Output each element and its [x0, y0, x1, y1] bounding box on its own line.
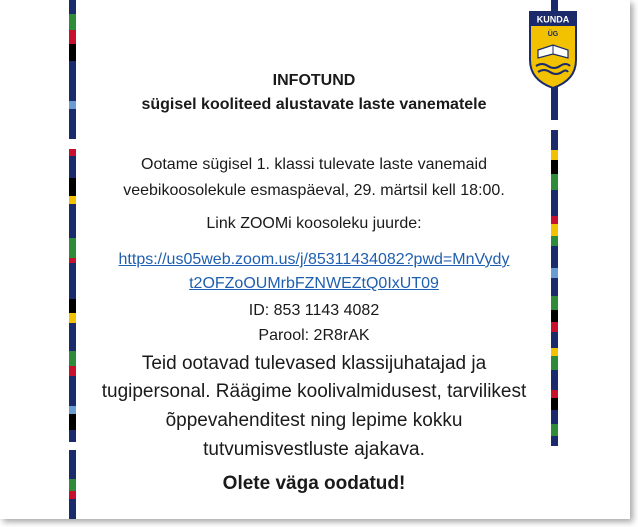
- body-line-2: tugipersonal. Räägime koolivalmidusest, tarvilikest: [101, 381, 527, 402]
- stripe-segment: [69, 499, 76, 519]
- stripe-segment: [69, 450, 76, 480]
- stripe-segment: [69, 0, 76, 14]
- stripe-segment: [69, 313, 76, 323]
- zoom-link-line-2[interactable]: [78, 273, 550, 295]
- stripe-segment: [551, 190, 558, 216]
- stripe-segment: [69, 101, 76, 109]
- stripe-segment: [551, 150, 558, 160]
- stripe-segment: [69, 109, 76, 139]
- stripe-segment: [69, 430, 76, 442]
- stripe-segment: [551, 130, 558, 150]
- stripe-segment: [69, 479, 76, 491]
- stripe-segment: [69, 238, 76, 258]
- body-line-1: Teid ootavad tulevased klassijuhatajad ja: [141, 353, 487, 374]
- stripe-segment: [551, 268, 558, 278]
- stripe-segment: [551, 216, 558, 224]
- stripe-segment: [551, 424, 558, 436]
- stripe-segment: [551, 322, 558, 332]
- body-line-4: tutvumisvestluste ajakava.: [203, 439, 425, 460]
- stripe-segment: [69, 376, 76, 406]
- zoom-link-part-1[interactable]: https://us05web.zoom.us/j/85311434082?pwd=MnVydy: [118, 251, 510, 268]
- zoom-link-part-2[interactable]: t2OFZoOUMrbFZNWEZtQ0IxUT09: [189, 275, 439, 292]
- stripe-segment: [69, 14, 76, 30]
- stripe-segment: [69, 366, 76, 376]
- notice-subheading: sügisel kooliteed alustavate laste vanematele: [141, 96, 487, 113]
- stripe-segment: [69, 61, 76, 101]
- body-line-3: õppevahenditest ning lepime kokku: [165, 410, 463, 431]
- stripe-segment: [69, 414, 76, 430]
- stripe-segment: [69, 139, 76, 149]
- meeting-id: ID: 853 1143 4082: [248, 302, 380, 319]
- stripe-segment: [69, 323, 76, 351]
- stripe-segment: [551, 348, 558, 356]
- stripe-segment: [551, 224, 558, 236]
- zoom-link-label: Link ZOOMi koosoleku juurde:: [206, 215, 422, 232]
- meeting-password: Parool: 2R8rAK: [258, 327, 370, 344]
- closing-message: Olete väga oodatud!: [222, 473, 406, 494]
- stripe-segment: [69, 178, 76, 196]
- stripe-segment: [69, 442, 76, 450]
- stripe-segment: [551, 410, 558, 424]
- stripe-segment: [551, 296, 558, 310]
- stripe-segment: [69, 299, 76, 313]
- notice-heading: INFOTUND: [272, 72, 356, 89]
- stripe-segment: [551, 236, 558, 246]
- stripe-segment: [551, 160, 558, 174]
- stripe-segment: [551, 310, 558, 322]
- stripe-segment: [69, 204, 76, 238]
- stripe-segment: [69, 149, 76, 157]
- stripe-segment: [551, 120, 558, 130]
- intro-line-1: Ootame sügisel 1. klassi tulevate laste vanemaid: [141, 156, 487, 173]
- stripe-segment: [551, 370, 558, 390]
- logo-subtext: ÜG: [547, 31, 559, 38]
- stripe-segment: [551, 390, 558, 398]
- stripe-segment: [551, 174, 558, 190]
- stripe-segment: [551, 278, 558, 296]
- stripe-segment: [69, 30, 76, 44]
- stripe-segment: [551, 332, 558, 348]
- stripe-segment: [69, 44, 76, 62]
- stripe-segment: [69, 406, 76, 414]
- intro-line-2: veebikoosolekule esmaspäeval, 29. märtsil kell 18:00.: [123, 182, 505, 199]
- left-border-stripe: [69, 0, 76, 519]
- stripe-segment: [69, 156, 76, 178]
- stripe-segment: [551, 398, 558, 410]
- stripe-segment: [551, 436, 558, 446]
- stripe-segment: [69, 263, 76, 299]
- logo-text: KUNDA: [536, 14, 570, 25]
- stripe-segment: [551, 246, 558, 268]
- stripe-segment: [551, 356, 558, 370]
- stripe-segment: [69, 196, 76, 204]
- zoom-link-line-1[interactable]: [78, 249, 550, 271]
- stripe-segment: [69, 351, 76, 367]
- stripe-segment: [69, 491, 76, 499]
